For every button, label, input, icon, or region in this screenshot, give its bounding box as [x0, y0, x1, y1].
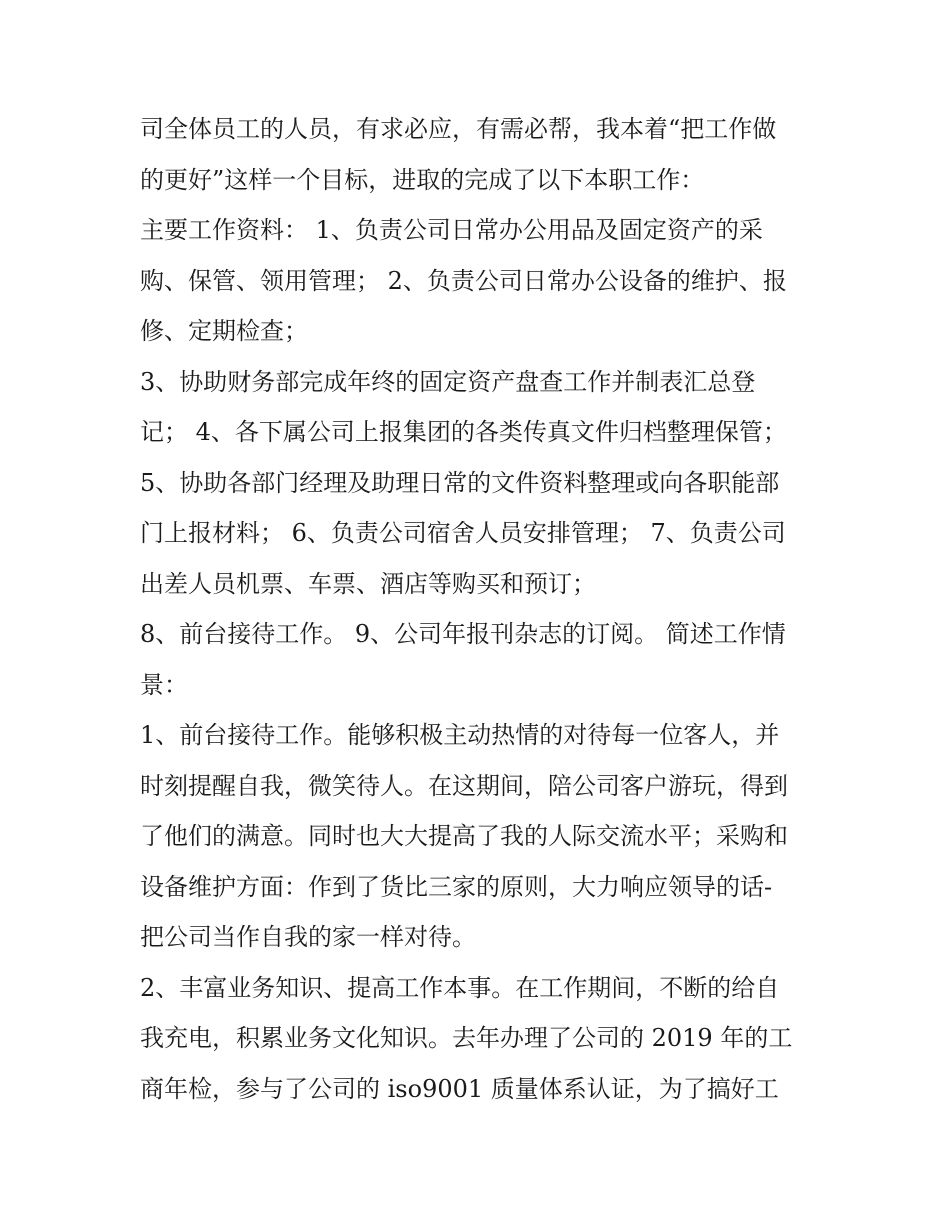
text-line: 2、丰富业务知识、提高工作本事。在工作期间，不断的给自	[140, 973, 780, 1002]
text-line: 把公司当作自我的家一样对待。	[140, 923, 476, 951]
body-text	[140, 104, 830, 1114]
text-line: 商年检，参与了公司的 iso9001 质量体系认证，为了搞好工	[140, 1074, 779, 1103]
text-line: 景：	[140, 670, 188, 699]
text-line: 司全体员工的人员，有求必应，有需必帮，我本着“把工作做	[140, 115, 777, 143]
text-line: 1、前台接待工作。能够积极主动热情的对待每一位客人，并	[140, 721, 780, 749]
text-line: 5、协助各部门经理及助理日常的文件资料整理或向各职能部	[140, 468, 780, 497]
text-line: 记； 4、各下属公司上报集团的各类传真文件归档整理保管；	[140, 418, 787, 446]
text-line: 我充电，积累业务文化知识。去年办理了公司的 2019 年的工	[140, 1024, 793, 1052]
text-line: 主要工作资料： 1、负责公司日常办公用品及固定资产的采	[140, 216, 763, 244]
text-line: 3、协助财务部完成年终的固定资产盘查工作并制表汇总登	[140, 367, 756, 396]
text-line: 8、前台接待工作。 9、公司年报刊杂志的订阅。 简述工作情	[140, 620, 786, 648]
text-line: 设备维护方面：作到了货比三家的原则，大力响应领导的话-	[140, 872, 773, 901]
text-line: 的更好”这样一个目标，进取的完成了以下本职工作：	[140, 165, 705, 194]
text-line: 了他们的满意。同时也大大提高了我的人际交流水平；采购和	[140, 822, 788, 850]
text-line: 修、定期检查；	[140, 317, 308, 345]
text-line: 出差人员机票、车票、酒店等购买和预订；	[140, 569, 596, 598]
text-line: 时刻提醒自我，微笑待人。在这期间，陪公司客户游玩，得到	[140, 771, 788, 800]
text-line: 门上报材料； 6、负责公司宿舍人员安排管理； 7、负责公司	[140, 519, 786, 547]
text-line: 购、保管、领用管理； 2、负责公司日常办公设备的维护、报	[140, 266, 787, 295]
